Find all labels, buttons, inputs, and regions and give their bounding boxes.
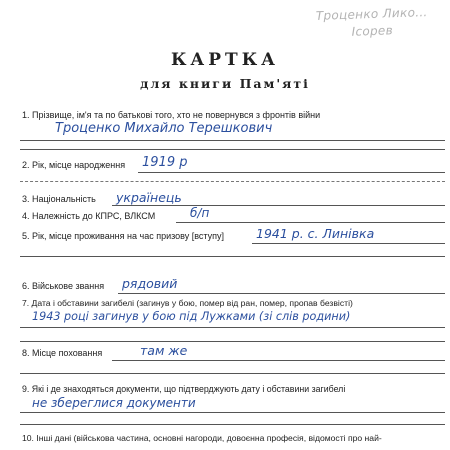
field-8-line: [112, 360, 445, 361]
field-4-value: б/п: [190, 206, 210, 220]
field-9-label: 9. Які і де знаходяться документи, що підтверджують дату і обставини загибелі: [22, 384, 346, 394]
field-1-line: [20, 140, 445, 141]
field-2-value: 1919 р: [142, 155, 188, 170]
field-4-label: 4. Належність до КПРС, ВЛКСМ: [22, 211, 156, 221]
field-4-line: [176, 222, 445, 223]
field-7-line-2: [20, 341, 445, 342]
field-5-line: [252, 243, 445, 244]
field-6-value: рядовий: [122, 276, 178, 291]
field-5-label: 5. Рік, місце проживання на час призову [вступу]: [22, 231, 224, 241]
field-6-line: [118, 293, 445, 294]
field-2-line: [138, 172, 445, 173]
field-2-line-2: [20, 181, 445, 182]
field-1-value: Троценко Михайло Терешкович: [55, 121, 273, 136]
field-1-line-2: [20, 149, 445, 150]
card-subtitle: для книги Пам'яті: [140, 76, 310, 91]
field-8-label: 8. Місце поховання: [22, 348, 103, 358]
field-3-line: [112, 205, 445, 206]
field-3-label: 3. Національність: [22, 194, 96, 204]
field-10-label: 10. Інші дані (військова частина, основні нагороди, довоєнна професія, відомості про най-: [22, 433, 382, 443]
pencil-note-line-2: Ісорев: [351, 23, 394, 39]
field-8-line-2: [20, 373, 445, 374]
field-7-value: 1943 році загинув у бою під Лужками (зі слів родини): [32, 310, 351, 323]
field-5-line-2: [20, 256, 445, 257]
field-6-label: 6. Військове звання: [22, 281, 105, 291]
card-title: КАРТКА: [170, 50, 280, 70]
field-2-label: 2. Рік, місце народження: [22, 160, 126, 170]
field-9-line-2: [20, 424, 445, 425]
field-7-label: 7. Дата і обставини загибелі (загинув у бою, помер від ран, помер, пропав безвісті): [22, 298, 353, 308]
field-3-value: українець: [116, 190, 182, 205]
pencil-note-line-1: Троценко Лико...: [315, 5, 428, 23]
pencil-note: [297, 3, 446, 42]
field-5-value: 1941 р. с. Линівка: [256, 226, 375, 241]
field-8-value: там же: [140, 343, 188, 358]
field-7-line: [20, 327, 445, 328]
field-9-line: [20, 412, 445, 413]
field-9-value: не збереглися документи: [32, 396, 196, 410]
field-1-label: 1. Прізвище, ім'я та по батькові того, хто не повернувся з фронтів війни: [22, 110, 321, 120]
